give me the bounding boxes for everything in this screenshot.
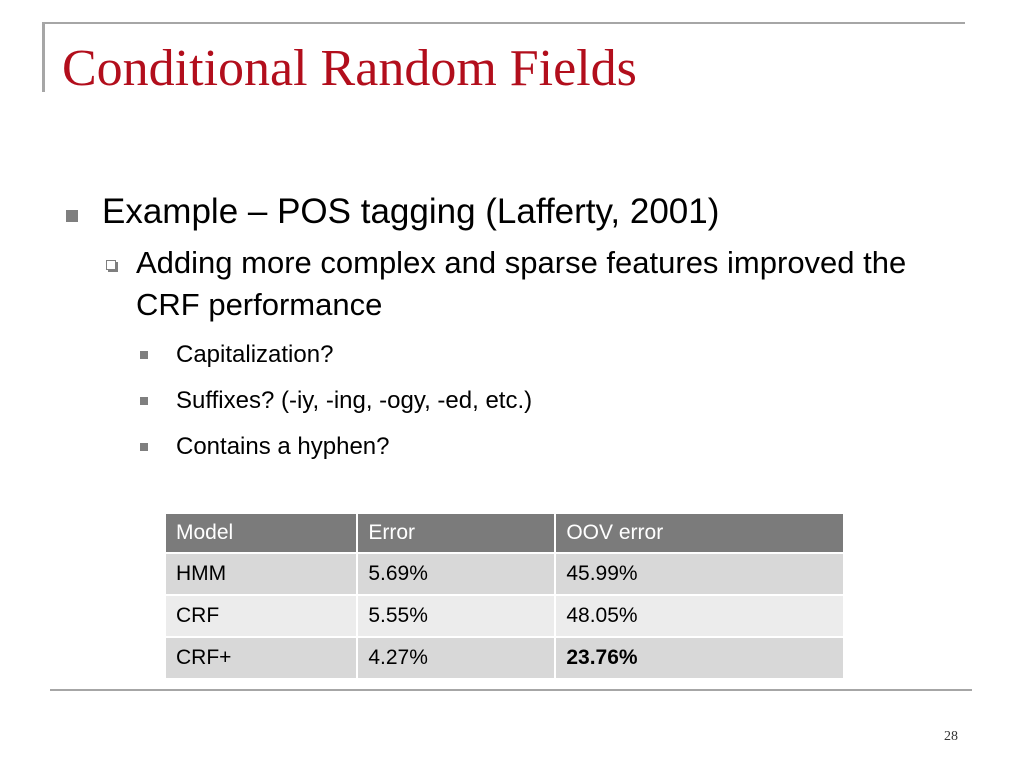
frame-bottom-line xyxy=(50,689,972,691)
small-square-bullet-icon xyxy=(140,397,148,405)
table-row-crf-plus xyxy=(165,637,844,679)
bullet-level3-text: Suffixes? (-iy, -ing, -ogy, -ed, etc.) xyxy=(176,387,533,414)
results-table xyxy=(164,512,845,680)
bullet-level3-text: Contains a hyphen? xyxy=(176,433,390,460)
bullet-level3-capitalization xyxy=(62,340,962,370)
table-row-hmm xyxy=(165,553,844,595)
bullet-level2 xyxy=(62,242,962,326)
small-square-bullet-icon xyxy=(140,443,148,451)
table-header-error: Error xyxy=(357,513,555,553)
bullet-level3-suffixes xyxy=(62,386,962,416)
hollow-square-bullet-icon xyxy=(106,260,116,270)
slide-title: Conditional Random Fields xyxy=(62,40,637,97)
table-cell-model: CRF xyxy=(165,595,357,637)
table-cell-error: 5.69% xyxy=(357,553,555,595)
table-cell-oov-error-best: 23.76% xyxy=(555,637,844,679)
frame-top-line xyxy=(42,22,965,24)
table-cell-model: HMM xyxy=(165,553,357,595)
table-header-model: Model xyxy=(165,513,357,553)
table-row-crf xyxy=(165,595,844,637)
bullet-level2-text: Adding more complex and sparse features improved the CRF performance xyxy=(136,245,907,322)
table-cell-oov-error: 48.05% xyxy=(555,595,844,637)
table-cell-error: 5.55% xyxy=(357,595,555,637)
bullet-level3-text: Capitalization? xyxy=(176,341,334,368)
small-square-bullet-icon xyxy=(140,351,148,359)
bullet-level3-hyphen xyxy=(62,432,962,462)
table-cell-model: CRF+ xyxy=(165,637,357,679)
table-cell-error: 4.27% xyxy=(357,637,555,679)
bullet-list xyxy=(62,190,962,462)
frame-left-line xyxy=(42,22,45,92)
table-cell-oov-error: 45.99% xyxy=(555,553,844,595)
bullet-level1-text: Example – POS tagging (Lafferty, 2001) xyxy=(102,192,720,231)
table-header-oov-error: OOV error xyxy=(555,513,844,553)
table-header-row xyxy=(165,513,844,553)
bullet-level1 xyxy=(62,190,962,234)
page-number: 28 xyxy=(944,729,958,744)
square-bullet-icon xyxy=(66,210,78,222)
